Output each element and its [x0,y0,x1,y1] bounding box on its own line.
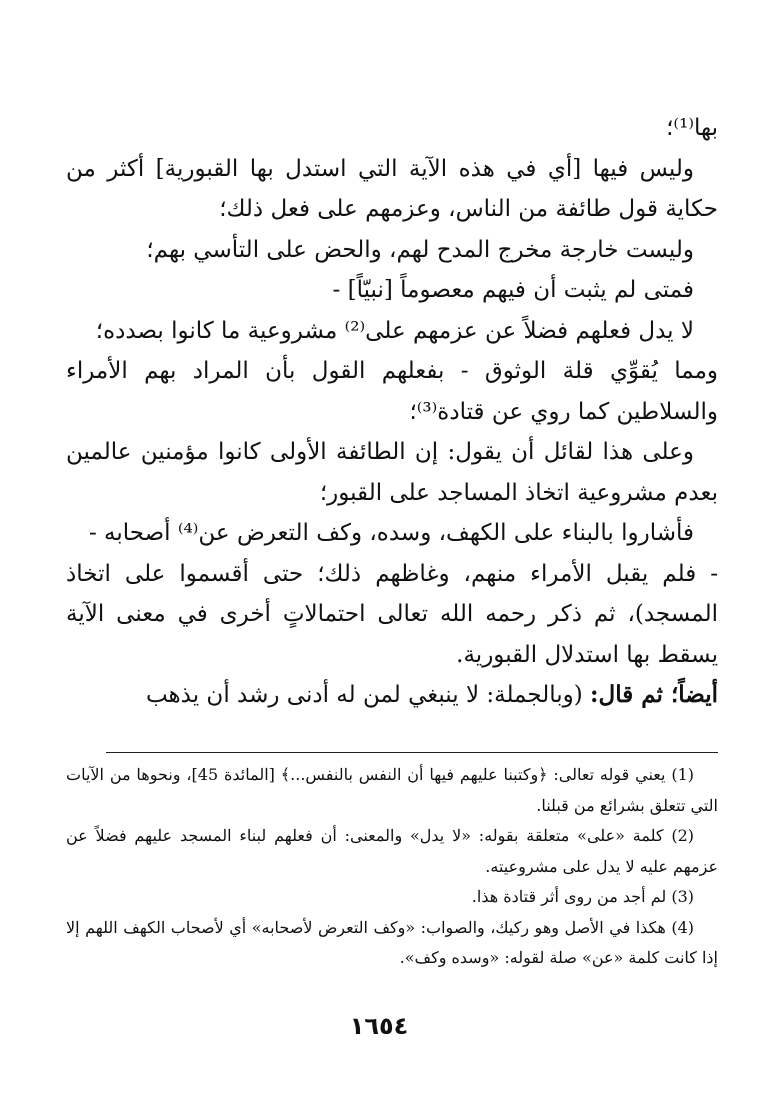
paragraph: لا يدل فعلهم فضلاً عن عزمهم على⁽²⁾ مشروعية ما كانوا بصدده؛ [95,317,694,344]
paragraph: وليست خارجة مخرج المدح لهم، والحض على التأسي بهم؛ [146,236,694,263]
bold-lead-in: أيضاً؛ ثم قال: [590,681,718,708]
page-number: ١٦٥٤ [349,1012,409,1040]
footnotes [66,760,718,974]
paragraph: فأشاروا بالبناء على الكهف، وسده، وكف التعرض عن⁽⁴⁾ أصحابه - [88,520,694,546]
footnote-separator [106,752,718,753]
paragraph: وليس فيها [أي في هذه الآية التي استدل بها القبورية] أكثر من حكاية قول طائفة من الناس، وعزمهم على فعل ذلك؛ [66,155,718,222]
paragraph: بها⁽¹⁾؛ [666,115,718,141]
last-paragraph [66,675,718,716]
paragraph: ومما يُقوِّي قلة الوثوق - بفعلهم القول بأن المراد بهم الأمراء والسلاطين كما روي عن قتادة⁽³⁾؛ [66,358,718,425]
footnote: (3) لم أجد من روى أثر قتادة هذا. [471,887,694,906]
footnote: (2) كلمة «على» متعلقة بقوله: «لا يدل» والمعنى: أن فعلهم لبناء المسجد عليهم فضلاً عن عزمهم عليه لا يدل على مشروعيته. [66,826,718,876]
main-text [66,108,718,716]
footnote: (1) يعني قوله تعالى: ﴿وكتبنا عليهم فيها أن النفس بالنفس...﴾ [المائدة 45]، ونحوها من الآيات التي تتعلق بشرائع من قبلنا. [66,765,718,815]
footnote: (4) هكذا في الأصل وهو ركيك، والصواب: «وكف التعرض لأصحابه» أي لأصحاب الكهف اللهم إلا إذا كانت كلمة «عن» صلة لقوله: «وسده وكف». [66,917,718,967]
paragraph: - فلم يقبل الأمراء منهم، وغاظهم ذلك؛ حتى أقسموا على اتخاذ المسجد)، ثم ذكر رحمه الله تعالى احتمالاتٍ أخرى في معنى الآية يسقط بها استدلال القبورية. [66,560,718,668]
paragraph-continuation: (وبالجملة: لا ينبغي لمن له أدنى رشد أن يذهب [145,682,591,708]
paragraph: وعلى هذا لقائل أن يقول: إن الطائفة الأولى كانوا مؤمنين عالمين بعدم مشروعية اتخاذ المساجد على القبور؛ [66,439,718,506]
paragraph: فمتى لم يثبت أن فيهم معصوماً [نبيّاً] - [332,277,694,303]
